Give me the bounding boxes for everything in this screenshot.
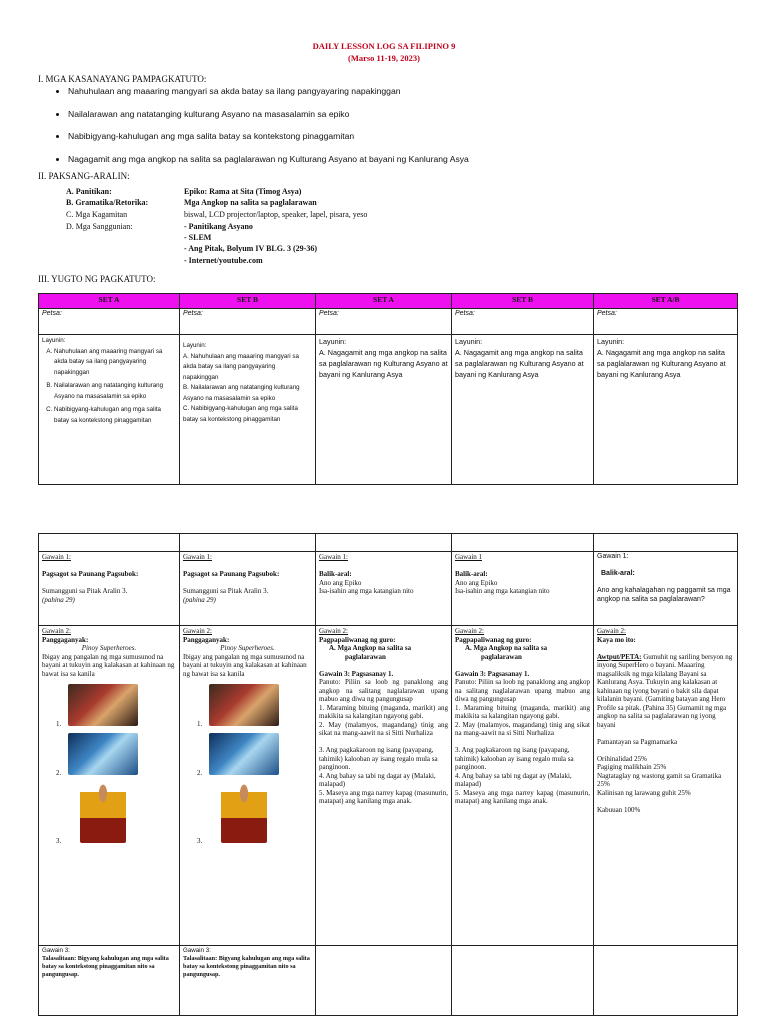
layunin-cell xyxy=(452,335,594,485)
hero-image xyxy=(68,733,138,775)
reference-item: - Ang Pitak, Bolyum IV BLG. 3 (29-36) xyxy=(184,244,317,253)
gawain-2-cell: Gawain 2: Pagpapaliwanag ng guro: A. Mga Angkop na salita sa paglalarawan Gawain 3: Pagsasanay 1. Panuto: Piliin sa loob ng panaklong ang angkop na salitang naglalarawan upang mabuo ang diwa ng pangungusap 1. Maraming bituing (maganda, marikit) ang makikita sa kalangitan ngayong gabi. 2. May (malamyos, magandang) tinig ang sikat na mang-aawit na si Sitti Nurhaliza 3. Ang pagkakaroon ng isang (payapang, tahimik) kalooban ay isang regalo mula sa panginoon. 4. Ang bahay sa tabi ng dagat ay (Malaki, malapad) 5. Maseya ang mga narrey kapag (masunurin, matapat) ang kanilang mga anak. xyxy=(316,626,452,946)
lesson-table-bottom xyxy=(38,533,738,1016)
reference-item: - SLEM xyxy=(184,233,212,242)
hero-image xyxy=(68,684,138,726)
set-header-row xyxy=(39,294,738,309)
layunin-cell xyxy=(316,335,452,485)
header-set-b: SET B xyxy=(452,294,594,309)
petsa-row xyxy=(39,309,738,335)
objective-item: • Nabibigyang-kahulugan ang mga salita batay sa kontekstong pinaggamitan xyxy=(68,131,469,142)
petsa-cell: Petsa: xyxy=(39,309,180,335)
date-range: (Marso 11-19, 2023) xyxy=(347,53,420,63)
section-2-heading: II. PAKSANG-ARALIN: xyxy=(38,171,130,181)
layunin-item: A. Nagagamit ang mga angkop na salita sa paglalarawan ng Kulturang Asyano at bayani ng Kanlurang Asya xyxy=(455,348,584,379)
gawain-2-cell: Gawain 2: Pagpapaliwanag ng guro: A. Mga Angkop na salita sa paglalarawan Gawain 3: Pagsasanay 1. Panuto: Piliin sa loob ng panaklong ang angkop na salitang naglalarawan upang mabuo ang diwa ng pangungusap 1. Maraming bituing (maganda, marikit) ang makikita sa kalangitan ngayong gabi. 2. May (malamyos, magandang) tinig ang sikat na mang-aawit na si Sitti Nurhaliza 3. Ang pagkakaroon ng isang (payapang, tahimik) kalooban ay isang regalo mula sa panginoon. 4. Ang bahay sa tabi ng dagat ay (Malaki, malapad) 5. Maseya ang mga narrey kapag (masunurin, matapat) ang kanilang mga anak. xyxy=(452,626,594,946)
layunin-item: C. Nabibigyang-kahulugan ang mga salita batay sa kontekstong pinaggamitan xyxy=(54,405,176,426)
objectives-list xyxy=(50,86,469,176)
petsa-cell: Petsa: xyxy=(180,309,316,335)
layunin-label: Layunin: xyxy=(183,342,207,349)
gawain-1-cell: Gawain 1: Balik-aral: Ano ang Epiko Isa-isahin ang mga katangian nito xyxy=(316,552,452,626)
layunin-item: A. Nahuhulaan ang maaaring mangyari sa akda batay sa ilang pangyayaring napakinggan xyxy=(54,347,176,379)
hero-image xyxy=(80,781,126,843)
layunin-item: B. Nailalarawan ang natatanging kulturang Asyano na masasalamin sa epiko xyxy=(183,384,300,402)
lesson-table-top xyxy=(38,293,738,485)
layunin-cell xyxy=(180,335,316,485)
layunin-cell xyxy=(594,335,738,485)
page-title: DAILY LESSON LOG SA FILIPINO 9 xyxy=(312,41,456,51)
gawain-1-cell: Gawain 1: Pagsagot sa Paunang Pagsubok: Sumangguni sa Pitak Aralin 3. (pahina 29) xyxy=(39,552,180,626)
layunin-label: Layunin: xyxy=(319,337,347,346)
layunin-label: Layunin: xyxy=(597,337,625,346)
header-set-a: SET A xyxy=(316,294,452,309)
gawain-2-cell: Gawain 2: Kaya mo ito: Awtput/PETA: Gumuhit ng sariling bersyon ng inyong SuperHero o bayani. Maaaring magsaliksik ng mga kilalang Bayani sa Kanlurang Asya. Tukuyin ang kalakasan at kahinaan ng iyong bayani o bakit sila dapat kilalanin bayani. (Gamiting batayan ang Hero Profile sa pitak. (Pahina 35) Gumamit ng mga angkop na salita sa paglalarawan ng iyong bayani Pamantayan sa Pagmamarka Orihinalidad 25% Pagiging malikhain 25% Nagtataglay ng wastong gamit sa Gramatika 25% Kalinisan ng larawang guhit 25% Kabuuan 100% xyxy=(594,626,738,946)
layunin-item: C. Nabibigyang-kahulugan ang mga salita batay sa kontekstong pinaggamitan xyxy=(183,405,298,423)
hero-image xyxy=(209,733,279,775)
petsa-cell: Petsa: xyxy=(594,309,738,335)
blank-row xyxy=(39,534,738,552)
gawain-2-cell: Gawain 2: Panggaganyak: Pinoy Superheroes. Ibigay ang pangalan ng mga sumusunod na bayani at tukuyin ang kalakasan at kahinaan ng bawat isa sa kanila 1. 2. 3. xyxy=(180,626,316,946)
layunin-cell xyxy=(39,335,180,485)
gawain-1-row xyxy=(39,552,738,626)
objective-item: • Nailalarawan ang natatanging kulturang Asyano na masasalamin sa epiko xyxy=(68,109,469,120)
gawain-2-row xyxy=(39,626,738,946)
header-set-a: SET A xyxy=(39,294,180,309)
reference-item: - Internet/youtube.com xyxy=(184,256,263,265)
petsa-cell: Petsa: xyxy=(452,309,594,335)
gawain-1-cell: Gawain 1: Balik-aral: Ano ang kahalagahan ng paggamit sa mga angkop na salita sa paglalarawan? xyxy=(594,552,738,626)
layunin-item: B. Nailalarawan ang natatanging kulturang Asyano na masasalamin sa epiko xyxy=(54,381,176,402)
gawain-3-cell: Gawain 3: Talasalitaan: Bigyang kahulugan ang mga salita batay sa kontekstong pinaggamitan nito sa pangungusap. xyxy=(39,946,180,1016)
objective-item: • Nahuhulaan ang maaaring mangyari sa akda batay sa ilang pangyayaring napakinggan xyxy=(68,86,469,97)
layunin-item: A. Nahuhulaan ang maaaring mangyari sa akda batay sa ilang pangyayaring napakinggan xyxy=(183,352,299,381)
petsa-cell: Petsa: xyxy=(316,309,452,335)
layunin-item: A. Nagagamit ang mga angkop na salita sa paglalarawan ng Kulturang Asyano at bayani ng Kanlurang Asya xyxy=(597,348,726,379)
gawain-3-cell: Gawain 3: Talasalitaan: Bigyang kahulugan ang mga salita batay sa kontekstong pinaggamitan nito sa pangungusap. xyxy=(180,946,316,1016)
header-set-b: SET B xyxy=(180,294,316,309)
layunin-row xyxy=(39,335,738,485)
gawain-1-cell: Gawain 1 Balik-aral: Ano ang Epiko Isa-isahin ang mga katangian nito xyxy=(452,552,594,626)
hero-image xyxy=(221,781,267,843)
gawain-2-cell: Gawain 2: Panggaganyak: Pinoy Superheroes. Ibigay ang pangalan ng mga sumusunod na bayani at tukuyin ang kalakasan at kahinaan ng bawat isa sa kanila 1. 2. 3. xyxy=(39,626,180,946)
section-3-heading: III. YUGTO NG PAGKATUTO: xyxy=(38,274,156,284)
hero-image xyxy=(209,684,279,726)
header-set-ab: SET A/B xyxy=(594,294,738,309)
gawain-1-cell: Gawain 1: Pagsagot sa Paunang Pagsubok: Sumangguni sa Pitak Aralin 3. (pahina 29) xyxy=(180,552,316,626)
layunin-label: Layunin: xyxy=(455,337,483,346)
section-1-heading: I. MGA KASANAYANG PAMPAGKATUTO: xyxy=(38,74,207,84)
layunin-item: A. Nagagamit ang mga angkop na salita sa paglalarawan ng Kulturang Asyano at bayani ng Kanlurang Asya xyxy=(319,348,448,379)
layunin-label: Layunin: xyxy=(42,337,66,344)
objective-item: • Nagagamit ang mga angkop na salita sa paglalarawan ng Kulturang Asyano at bayani ng Kanlurang Asya xyxy=(68,154,469,165)
gawain-3-row xyxy=(39,946,738,1016)
